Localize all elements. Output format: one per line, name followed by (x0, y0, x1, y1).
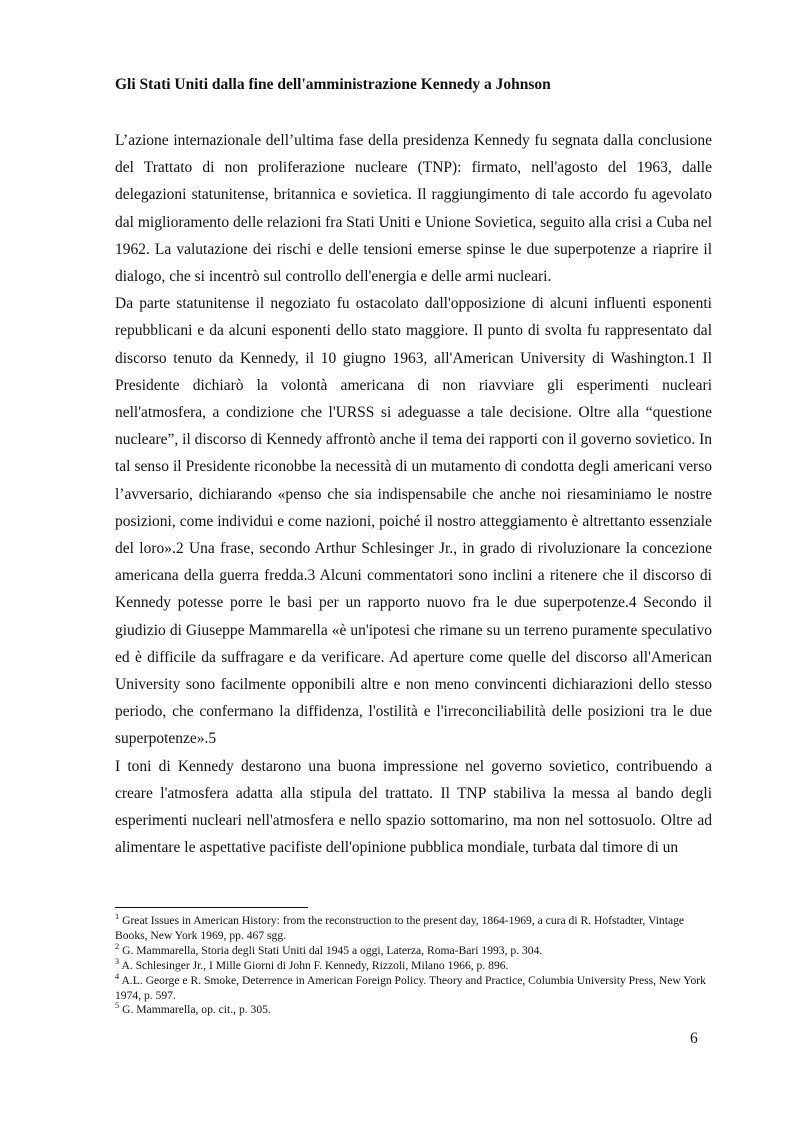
footnote-4 (115, 971, 712, 1004)
footnote-text: G. Mammarella, Storia degli Stati Uniti dal 1945 a oggi, Laterza, Roma-Bari 1993, p. 304. (122, 943, 543, 957)
footnote-number: 2 (115, 941, 120, 951)
footnote-number: 5 (115, 1001, 120, 1011)
footnote-number: 3 (115, 956, 120, 966)
paragraph-3: I toni di Kennedy destarono una buona impressione nel governo sovietico, contribuendo a creare l'atmosfera adatta alla stipula del trattato. Il TNP stabiliva la messa al bando degli esperimenti nucleari nell'atmosfera e nello spazio sottomarino, ma non nel sottosuolo. Oltre ad alimentare le aspettative pacifiste dell'opinione pubblica mondiale, turbata dal timore di un (115, 757, 712, 857)
footnote-1 (115, 914, 712, 944)
footnote-5 (115, 1003, 712, 1018)
footnote-3 (115, 956, 712, 974)
footnote-text: A. Schlesinger Jr., I Mille Giorni di John F. Kennedy, Rizzoli, Milano 1966, p. 896. (121, 958, 509, 972)
footnote-text: Great Issues in American History: from the reconstruction to the present day, 1864-1969, a cura di R. Hofstadter, Vintage Books, New York 1969, pp. 467 sgg. (115, 914, 685, 942)
footnote-number: 4 (115, 971, 120, 981)
footnote-separator (115, 907, 308, 908)
footnote-text: G. Mammarella, op. cit., p. 305. (122, 1003, 271, 1017)
paragraph-2: Da parte statunitense il negoziato fu ostacolato dall'opposizione di alcuni influenti esponenti repubblicani e da alcuni esponenti dello stato maggiore. Il punto di svolta fu rappresentato dal discorso tenuto da Kennedy, il 10 giugno 1963, all'American University di Washington.1 Il Presidente dichiarò la volontà americana di non riavviare gli esperimenti nucleari nell'atmosfera, a condizione che l'URSS si adeguasse a tale decisione. Oltre alla “questione nucleare”, il discorso di Kennedy affrontò anche il tema dei rapporti con il governo sovietico. In tal senso il Presidente riconobbe la necessità di un mutamento di condotta degli americani verso l’avversario, dichiarando «penso che sia indispensabile che anche noi riesaminiamo le nostre posizioni, come individui e come nazioni, poiché il nostro atteggiamento è altrettanto essenziale del loro».2 Una frase, secondo Arthur Schlesinger Jr., in grado di rivoluzionare la concezione americana della guerra fredda.3 Alcuni commentatori sono inclini a ritenere che il discorso di Kennedy potesse porre le basi per un rapporto nuovo fra le due superpotenze.4 Secondo il giudizio di Giuseppe Mammarella «è un'ipotesi che rimane su un terreno puramente speculativo ed è difficile da suffragare e da verificare. Ad aperture come quelle del discorso all'American University sono facilmente opponibili altre e non meno convincenti dichiarazioni dello stesso periodo, che confermano la diffidenza, l'ostilità e l'irreconciliabilità delle posizioni tra le due superpotenze».5 (115, 295, 712, 748)
paragraph-1: L’azione internazionale dell’ultima fase della presidenza Kennedy fu segnata dalla conclusione del Trattato di non proliferazione nucleare (TNP): firmato, nell'agosto del 1963, dalle delegazioni statunitense, britannica e sovietica. Il raggiungimento di tale accordo fu agevolato dal miglioramento delle relazioni fra Stati Uniti e Unione Sovietica, seguito alla crisi a Cuba nel 1962. La valutazione dei rischi e delle tensioni emerse spinse le due superpotenze a riaprire il dialogo, che si incentrò sul controllo dell'energia e delle armi nucleari. (115, 132, 712, 286)
footnote-2 (115, 941, 712, 959)
footnote-number: 1 (115, 912, 120, 922)
page-number: 6 (690, 1030, 698, 1047)
section-title: Gli Stati Uniti dalla fine dell'amministrazione Kennedy a Johnson (115, 76, 551, 93)
footnote-text: A.L. George e R. Smoke, Deterrence in American Foreign Policy. Theory and Practice, Columbia University Press, New York 1974, p. 597. (115, 973, 706, 1002)
footnotes (115, 914, 712, 1018)
body-text (115, 127, 712, 861)
